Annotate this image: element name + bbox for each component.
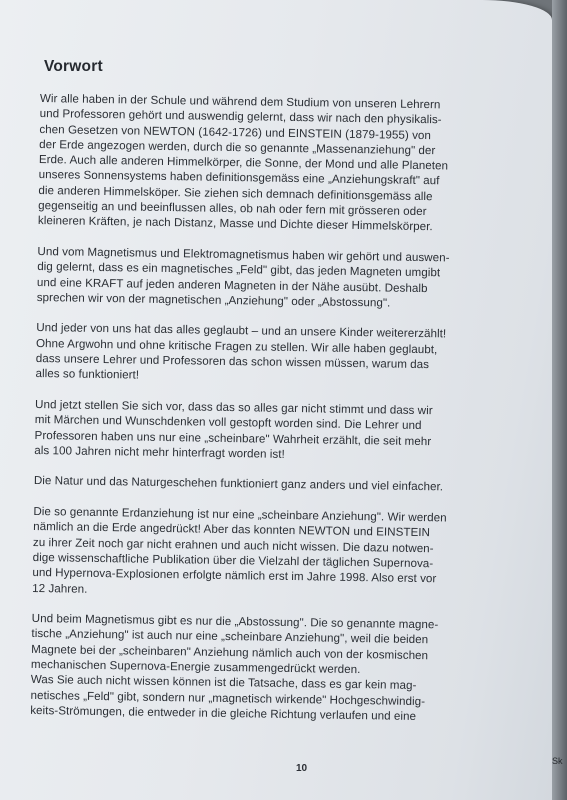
text-line: tische „Anziehung" ist auch nur eine „scheinbare Anziehung", weil die beiden [31, 627, 429, 647]
text-line: nämlich an die Erde angedrückt! Aber das konnten NEWTON und EINSTEIN [33, 520, 431, 540]
text-line: Was Sie auch nicht wissen können ist die Tatsache, dass es gar kein mag- [30, 673, 417, 693]
text-line: dass unsere Lehrer und Professoren das schon wissen müssen, warum das [35, 352, 430, 372]
text-line: 12 Jahren. [32, 581, 88, 596]
text-line: mit Märchen und Wunschdenken voll gestopft worden sind. Die Lehrer und [34, 413, 422, 433]
text-line: kleineren Kräften, je nach Distanz, Masse und Dichte dieser Himmelskörper. [37, 214, 433, 234]
page-heading: Vorwort [44, 58, 103, 75]
text-line: alles so funktioniert! [35, 367, 140, 382]
text-line: die anderen Himmelsköper. Sie ziehen sich demnach definitionsgemäss alle [38, 183, 433, 203]
text-line: Und jetzt stellen Sie sich vor, dass das so alles gar nicht stimmt und dass wir [34, 397, 433, 418]
paragraph-7 [30, 611, 544, 726]
text-line: Professoren haben uns nur eine „scheinbare" Wahrheit erzählt, die seit mehr [34, 428, 432, 448]
text-line: und Professoren gehört und auswendig gelernt, dass wir nach den physikalis- [39, 107, 442, 127]
next-page-edge [552, 0, 567, 800]
text-line: Und vom Magnetismus und Elektromagnetismus haben wir gehört und auswen- [37, 244, 450, 265]
text-line: dige wissenschaftliche Publikation über die Vielzahl der täglichen Supernova- [32, 550, 434, 571]
text-line: Und jeder von uns hat das alles geglaubt – und an unsere Kinder weitererzählt! [36, 321, 447, 341]
paragraph-3 [35, 320, 548, 389]
text-line: netisches „Feld" gibt, sondern nur „magnetisch wirkende" Hochgeschwindig- [30, 688, 426, 708]
text-line: gegenseitig an und beeinflussen alles, ob nah oder fern mit grösseren oder [38, 199, 427, 219]
next-page-text-fragment: Sk [552, 756, 563, 766]
text-line: sprechen wir von der magnetischen „Anziehung" oder „Abstossung". [36, 290, 391, 310]
text-line: als 100 Jahren nicht mehr hinterfragt worden ist! [34, 443, 285, 461]
text-line: mechanischen Supernova-Energie zusammengedrückt werden. [30, 657, 361, 677]
text-line: Die Natur und das Naturgeschehen funktioniert ganz anders und viel einfacher. [33, 474, 444, 494]
text-line: keits-Strömungen, die entweder in die gleiche Richtung verlaufen und eine [30, 703, 417, 723]
text-line: Die so genannte Erdanziehung ist nur eine „scheinbare Anziehung". Wir werden [33, 504, 447, 525]
paragraph-6 [32, 504, 545, 604]
text-line: und eine KRAFT auf jeden anderen Magneten in der Nähe ausübt. Deshalb [36, 275, 428, 295]
paragraph-4 [34, 397, 547, 466]
paragraph-2 [37, 244, 550, 313]
body-text [30, 91, 552, 726]
text-line: Und beim Magnetismus gibt es nur die „Abstossung". Die so genannte magne- [31, 612, 439, 632]
text-line: Ohne Argwohn und ohne kritische Fragen zu stellen. Wir alle haben geglaubt, [35, 336, 438, 357]
text-line: dig gelernt, dass es ein magnetisches „Feld" gibt, das jeden Magneten umgibt [37, 260, 441, 280]
page-number: 10 [296, 763, 308, 774]
text-line: Magnete bei der „scheinbaren" Anziehung nämlich auch von der kosmischen [31, 642, 429, 662]
text-line: chen Gesetzen von NEWTON (1642-1726) und EINSTEIN (1879-1955) von [39, 122, 432, 142]
text-line: Erde. Auch alle anderen Himmelkörper, die Sonne, der Mond und alle Planeten [38, 153, 449, 173]
text-line: Wir alle haben in der Schule und während dem Studium von unseren Lehrern [39, 91, 441, 112]
text-line: und Hypernova-Explosionen erfolgte nämlich erst im Jahre 1998. Also erst vor [32, 566, 437, 586]
text-line: der Erde angezogen werden, durch die so genannte „Massenanziehung" der [39, 137, 436, 158]
text-line: zu ihrer Zeit noch gar nicht erahnen und auch nicht wissen. Die dazu notwen- [32, 535, 434, 555]
text-line: unseres Sonnensystems haben definitionsgemäss eine „Anziehungskraft" auf [38, 168, 440, 188]
paragraph-1 [38, 91, 552, 237]
